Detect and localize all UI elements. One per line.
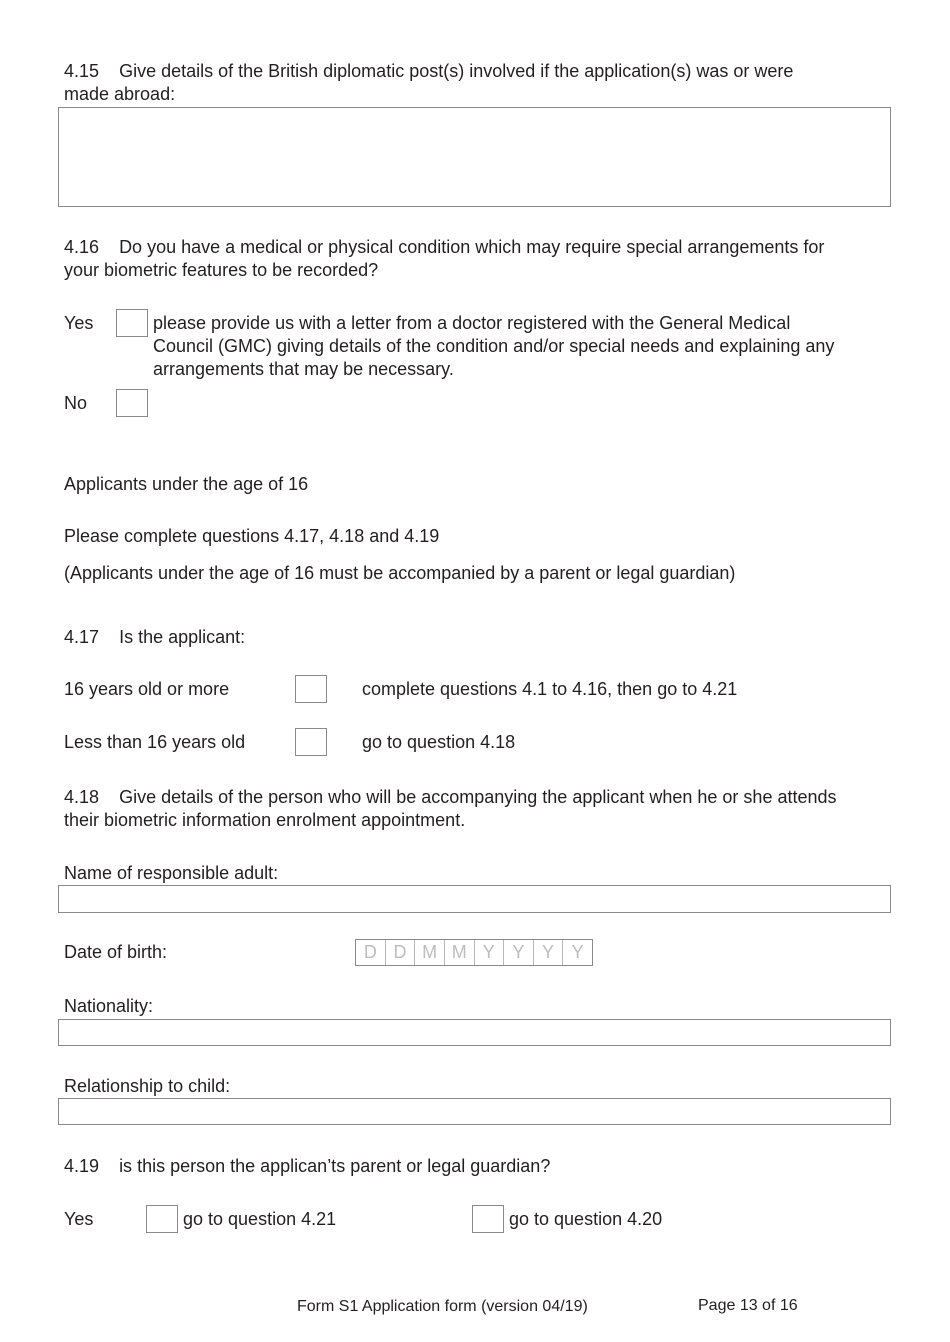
age-16-plus-checkbox[interactable] <box>295 675 327 703</box>
medical-yes-text-1: please provide us with a letter from a doctor registered with the General Medical <box>153 313 791 333</box>
section-heading-under-16: Applicants under the age of 16 <box>64 474 309 494</box>
question-text: Is the applicant: <box>119 627 246 647</box>
under-16-instruction: Please complete questions 4.17, 4.18 and 4.19 <box>64 526 440 546</box>
age-option-under-16-instruction: go to question 4.18 <box>362 732 516 752</box>
footer-page-number: Page 13 of 16 <box>698 1297 798 1314</box>
question-4-18 <box>64 786 837 809</box>
dob-year-digit-2[interactable]: Y <box>504 940 534 965</box>
medical-no-checkbox[interactable] <box>116 389 148 417</box>
medical-yes-checkbox[interactable] <box>116 309 148 337</box>
dob-year-digit-3[interactable]: Y <box>534 940 564 965</box>
dob-year-digit-4[interactable]: Y <box>571 942 584 962</box>
age-under-16-checkbox[interactable] <box>295 728 327 756</box>
question-text: is this person the applican’ts parent or legal guardian? <box>119 1156 551 1176</box>
relationship-field[interactable] <box>58 1098 891 1125</box>
question-text-line1: Give details of the British diplomatic post(s) involved if the application(s) was or were <box>119 61 794 81</box>
responsible-adult-name-label: Name of responsible adult: <box>64 863 279 883</box>
relationship-label: Relationship to child: <box>64 1076 231 1096</box>
guardian-no-instruction: go to question 4.20 <box>509 1209 663 1229</box>
question-number: 4.18 <box>64 787 100 807</box>
nationality-label: Nationality: <box>64 996 154 1016</box>
medical-yes-text-3: arrangements that may be necessary. <box>153 359 454 379</box>
question-text-line1: Do you have a medical or physical condition which may require special arrangements for <box>119 237 825 257</box>
question-4-17 <box>64 626 245 649</box>
question-text-line2: your biometric features to be recorded? <box>64 260 379 280</box>
question-4-15 <box>64 60 793 83</box>
question-4-19 <box>64 1155 550 1178</box>
question-number: 4.19 <box>64 1156 100 1176</box>
question-number: 4.15 <box>64 61 100 81</box>
dob-month-digit-2[interactable]: M <box>445 940 475 965</box>
responsible-adult-name-field[interactable] <box>58 885 891 913</box>
guardian-no-checkbox[interactable] <box>472 1205 504 1233</box>
age-option-under-16-label: Less than 16 years old <box>64 732 246 752</box>
dob-month-digit-1[interactable]: M <box>415 940 445 965</box>
dob-year-digit-1[interactable]: Y <box>475 940 505 965</box>
age-option-16-plus-instruction: complete questions 4.1 to 4.16, then go to 4.21 <box>362 679 738 699</box>
nationality-field[interactable] <box>58 1019 891 1046</box>
medical-yes-label: Yes <box>64 313 94 333</box>
question-4-16 <box>64 236 824 259</box>
question-text-line1: Give details of the person who will be accompanying the applicant when he or she attends <box>119 787 837 807</box>
date-of-birth-field[interactable] <box>355 939 593 966</box>
question-text-line2: made abroad: <box>64 84 176 104</box>
guardian-yes-instruction: go to question 4.21 <box>183 1209 337 1229</box>
date-of-birth-label: Date of birth: <box>64 942 168 962</box>
dob-day-digit-2[interactable]: D <box>386 940 416 965</box>
guardian-yes-label: Yes <box>64 1209 94 1229</box>
medical-no-label: No <box>64 393 88 413</box>
guardian-yes-checkbox[interactable] <box>146 1205 178 1233</box>
under-16-note: (Applicants under the age of 16 must be accompanied by a parent or legal guardian) <box>64 563 736 583</box>
dob-day-digit-1[interactable]: D <box>356 940 386 965</box>
footer-form-name: Form S1 Application form (version 04/19) <box>297 1298 588 1315</box>
diplomatic-post-textarea[interactable] <box>58 107 891 207</box>
medical-yes-text-2: Council (GMC) giving details of the condition and/or special needs and explaining any <box>153 336 835 356</box>
question-text-line2: their biometric information enrolment appointment. <box>64 810 466 830</box>
age-option-16-plus-label: 16 years old or more <box>64 679 230 699</box>
question-number: 4.17 <box>64 627 100 647</box>
question-number: 4.16 <box>64 237 100 257</box>
